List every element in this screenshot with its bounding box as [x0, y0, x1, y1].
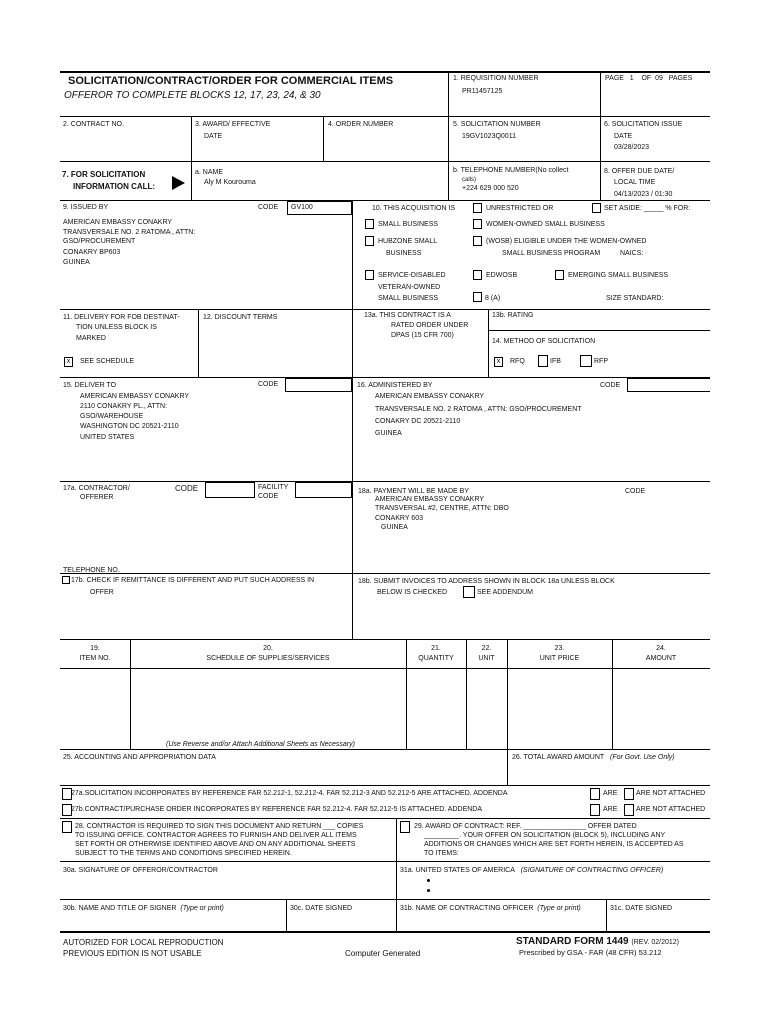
clause-28-checkbox[interactable]: [62, 821, 72, 833]
rule: [60, 573, 710, 574]
payment-line: CONAKRY 603: [375, 515, 423, 522]
facility-code-box: [295, 482, 352, 498]
col-unit-num: 22.: [481, 645, 492, 652]
unrestricted-checkbox[interactable]: [473, 203, 482, 213]
footer-prescribed: Prescribed by GSA - FAR (48 CFR) 53.212: [519, 948, 662, 957]
size-standard-label: SIZE STANDARD:: [606, 295, 664, 302]
hubzone-label: HUBZONE SMALL: [378, 238, 438, 245]
administered-line: CONAKRY DC 20521-2110: [375, 418, 461, 425]
clause-29-line: _________. YOUR OFFER ON SOLICITATION (BLOCK 5), INCLUDING ANY: [424, 832, 666, 839]
sdvosb-label-3: SMALL BUSINESS: [378, 295, 439, 302]
rule: [60, 861, 710, 862]
rule: [396, 818, 397, 931]
27b-are-not-checkbox[interactable]: [624, 804, 634, 816]
27b-are-label: ARE: [603, 806, 618, 813]
solicitation-number-value: 19GV1023Q0011: [462, 133, 516, 140]
form-subtitle: OFFEROR TO COMPLETE BLOCKS 12, 17, 23, 24, & 30: [64, 90, 321, 101]
emerging-label: EMERGING SMALL BUSINESS: [568, 272, 669, 279]
for-solicitation-label: 7. FOR SOLICITATION: [62, 170, 146, 179]
offeror-date-signed-label: 30c. DATE SIGNED: [290, 905, 353, 912]
contractor-code-box: [205, 482, 255, 498]
rule: [488, 330, 710, 331]
administered-line: AMERICAN EMBASSY CONAKRY: [375, 393, 485, 400]
see-schedule-checkbox[interactable]: x: [64, 357, 73, 367]
rfp-checkbox[interactable]: [580, 355, 592, 367]
small-business-label: SMALL BUSINESS: [378, 221, 439, 228]
deliver-to-code-label: CODE: [258, 381, 279, 388]
rule: [60, 481, 710, 482]
solicitation-issue-label: 6. SOLICITATION ISSUE: [604, 121, 683, 128]
see-schedule-label: SEE SCHEDULE: [80, 358, 135, 365]
order-number-label: 4. ORDER NUMBER: [328, 121, 394, 128]
hubzone-checkbox[interactable]: [365, 236, 374, 246]
administered-line: TRANSVERSALE NO. 2 RATOMA , ATTN: GSO/PROCUREMENT: [375, 406, 582, 413]
administered-by-label: 16. ADMINISTERED BY: [357, 382, 433, 389]
27b-are-checkbox[interactable]: [590, 804, 600, 816]
deliver-to-line: GSO/WAREHOUSE: [80, 413, 144, 420]
remittance-checkbox[interactable]: [62, 576, 70, 584]
rule: [286, 899, 287, 931]
rule: [606, 899, 607, 931]
schedule-note: (Use Reverse and/or Attach Additional Sheets as Necessary): [166, 741, 355, 748]
deliver-to-line: UNITED STATES: [80, 434, 135, 441]
solicitation-issue-label-2: DATE: [614, 133, 633, 140]
payment-line: GUINEA: [381, 524, 408, 531]
signer-name-label: 30b. NAME AND TITLE OF SIGNER (Type or print): [63, 905, 224, 912]
rule: [323, 116, 324, 161]
wosb-checkbox[interactable]: [473, 236, 482, 246]
rated-order-label-2: RATED ORDER UNDER: [391, 322, 469, 329]
remittance-label: 17b. CHECK IF REMITTANCE IS DIFFERENT AND PUT SUCH ADDRESS IN: [71, 577, 315, 584]
bottom-border: [60, 931, 710, 933]
facility-code-label: FACILITY: [258, 484, 289, 491]
rated-order-label-3: DPAS (15 CFR 700): [391, 332, 454, 339]
footer-computer-generated: Computer Generated: [345, 949, 421, 958]
col-item-no-num: 19.: [90, 645, 100, 652]
contractor-label-2: OFFERER: [80, 494, 114, 501]
offer-due-label: 8. OFFER DUE DATE/: [604, 168, 675, 175]
rule: [60, 668, 710, 669]
rule: [60, 200, 710, 201]
col-amount: AMOUNT: [645, 655, 677, 662]
rule: [60, 899, 710, 900]
issued-by-line: CONAKRY BP603: [63, 249, 121, 256]
arrow-right-icon: [172, 176, 185, 190]
clause-29-checkbox[interactable]: [400, 821, 410, 833]
rfq-checkbox[interactable]: x: [494, 357, 503, 367]
total-award-label: 26. TOTAL AWARD AMOUNT (For Govt. Use Only): [512, 754, 675, 761]
rule: [488, 309, 489, 377]
col-unit-price: UNIT PRICE: [539, 655, 580, 662]
offeror-signature-label: 30a. SIGNATURE OF OFFEROR/CONTRACTOR: [63, 867, 218, 874]
top-border: [60, 71, 710, 73]
issued-by-line: AMERICAN EMBASSY CONAKRY: [63, 219, 173, 226]
offer-due-value: 04/13/2023 / 01:30: [614, 191, 673, 198]
invoices-label: 18b. SUBMIT INVOICES TO ADDRESS SHOWN IN BLOCK 18a UNLESS BLOCK: [358, 578, 615, 585]
facility-code-label-2: CODE: [258, 493, 279, 500]
issued-by-line: GSO/PROCUREMENT: [63, 238, 136, 245]
col-quantity: QUANTITY: [418, 655, 454, 662]
payment-line: TRANSVERSAL #2, CENTRE, ATTN: DBO: [375, 505, 509, 512]
deliver-to-code-box: [285, 378, 352, 392]
contractor-code-label: CODE: [175, 484, 199, 493]
clause-29-line: ADDITIONS OR CHANGES WHICH ARE SET FORTH HEREIN, IS ACCEPTED AS: [424, 841, 684, 848]
acquisition-label: 10. THIS ACQUISITION IS: [372, 205, 456, 212]
requisition-value: PR11457125: [462, 88, 503, 95]
col-unit: UNIT: [478, 655, 495, 662]
issued-by-line: TRANSVERSALE NO. 2 RATOMA , ATTN:: [63, 229, 196, 236]
payment-line: AMERICAN EMBASSY CONAKRY: [375, 496, 485, 503]
clause-28-line: SET FORTH OR OTHERWISE IDENTIFIED ABOVE AND ON ANY ADDITIONAL SHEETS: [75, 841, 356, 848]
col-schedule-num: 20.: [263, 645, 273, 652]
rule: [60, 818, 710, 819]
contact-name-label: a. NAME: [195, 169, 224, 176]
women-owned-label: WOMEN-OWNED SMALL BUSINESS: [486, 221, 605, 228]
solicitation-issue-value: 03/28/2023: [614, 144, 650, 151]
rule: [600, 71, 601, 200]
rule: [198, 309, 199, 377]
footer-form-id: STANDARD FORM 1449 (REV. 02/2012): [516, 936, 679, 947]
small-business-checkbox[interactable]: [365, 219, 374, 229]
clause-29-line: 29. AWARD OF CONTRACT: REF. ________________ OFFER DATED: [414, 823, 637, 830]
rule: [60, 116, 710, 117]
requisition-label: 1. REQUISITION NUMBER: [453, 75, 539, 82]
emerging-checkbox[interactable]: [555, 270, 564, 280]
col-amount-num: 24.: [656, 645, 666, 652]
contractor-label: 17a. CONTRACTOR/: [63, 485, 130, 492]
bullet-icon: [427, 879, 430, 882]
clause-27b-label: 27b.CONTRACT/PURCHASE ORDER INCORPORATES BY REFERENCE FAR 52.212-4. FAR 52.212-5 IS ATTACHED. ADDENDA: [71, 806, 483, 813]
deliver-to-line: 2110 CONAKRY PL., ATTN:: [80, 403, 168, 410]
clause-27a-label: 27a.SOLICITATION INCORPORATES BY REFERENCE FAR 52.212-1, 52.212-4. FAR 52.212-3 AND 52.212-5 ARE ATTACHED. ADDENDA: [71, 790, 508, 797]
rfq-label: RFQ: [510, 358, 525, 365]
27a-are-not-label: ARE NOT ATTACHED: [636, 790, 706, 797]
wosb-label: (WOSB) ELIGIBLE UNDER THE WOMEN-OWNED: [486, 238, 647, 245]
contact-name-value: Aly M Kourouma: [204, 179, 256, 186]
deliver-to-label: 15. DELIVER TO: [63, 382, 117, 389]
27b-are-not-label: ARE NOT ATTACHED: [636, 806, 706, 813]
deliver-to-line: AMERICAN EMBASSY CONAKRY: [80, 393, 190, 400]
unrestricted-label: UNRESTRICTED OR: [486, 205, 554, 212]
women-owned-checkbox[interactable]: [473, 219, 482, 229]
rated-order-label: 13a. THIS CONTRACT IS A: [364, 312, 451, 319]
set-aside-label: SET ASIDE: _____ % FOR:: [604, 205, 691, 212]
eight-a-checkbox[interactable]: [473, 292, 482, 302]
delivery-fob-label: 11. DELIVERY FOR FOB DESTINAT-: [63, 314, 180, 321]
hubzone-label-2: BUSINESS: [386, 250, 422, 257]
rule: [191, 116, 192, 200]
edwosb-checkbox[interactable]: [473, 270, 482, 280]
rfp-label: RFP: [594, 358, 608, 365]
edwosb-label: EDWOSB: [486, 272, 518, 279]
rule: [448, 71, 449, 200]
payment-label: 18a. PAYMENT WILL BE MADE BY: [358, 488, 469, 495]
for-solicitation-label-2: INFORMATION CALL:: [73, 182, 156, 191]
27a-are-label: ARE: [603, 790, 618, 797]
issued-by-code-box: GV100: [287, 201, 352, 215]
rule: [60, 785, 710, 786]
clause-29-line: TO ITEMS:: [424, 850, 459, 857]
see-addendum-label: SEE ADDENDUM: [477, 589, 534, 596]
telephone-label-2: calls): [462, 177, 477, 183]
ifb-label: IFB: [550, 358, 561, 365]
rule: [60, 749, 710, 750]
bullet-icon: [427, 889, 430, 892]
rating-label: 13b. RATING: [492, 312, 534, 319]
telephone-value: +224 629 000 520: [462, 185, 519, 192]
page-indicator: PAGE 1 OF 09 PAGES: [605, 75, 693, 82]
telephone-label: b. TELEPHONE NUMBER(No collect: [453, 167, 569, 174]
us-signature-label: 31a. UNITED STATES OF AMERICA (SIGNATURE OF CONTRACTING OFFICER): [400, 867, 664, 874]
award-date-label: 3. AWARD/ EFFECTIVE: [195, 121, 271, 128]
col-schedule: SCHEDULE OF SUPPLIES/SERVICES: [206, 655, 330, 662]
method-label: 14. METHOD OF SOLICITATION: [492, 338, 596, 345]
award-date-label-2: DATE: [204, 133, 223, 140]
payment-code-label: CODE: [625, 488, 646, 495]
footer-authorized: AUTORIZED FOR LOCAL REPRODUCTION: [63, 938, 224, 947]
solicitation-number-label: 5. SOLICITATION NUMBER: [453, 121, 541, 128]
administered-code-box: [627, 378, 710, 392]
sdvosb-label-2: VETERAN-OWNED: [378, 284, 441, 291]
see-addendum-checkbox[interactable]: [463, 586, 475, 598]
administered-line: GUINEA: [375, 430, 402, 437]
invoices-label-2: BELOW IS CHECKED: [377, 589, 448, 596]
clause-28-line: SUBJECT TO THE TERMS AND CONDITIONS SPECIFIED HEREIN.: [75, 850, 292, 857]
rule: [60, 161, 710, 162]
footer-previous-edition: PREVIOUS EDITION IS NOT USABLE: [63, 949, 202, 958]
clause-28-line: TO ISSUING OFFICE. CONTRACTOR AGREES TO FURNISH AND DELIVER ALL ITEMS: [75, 832, 357, 839]
wosb-label-2: SMALL BUSINESS PROGRAM: [502, 250, 601, 257]
rule: [60, 377, 710, 378]
form-title: SOLICITATION/CONTRACT/ORDER FOR COMMERCIAL ITEMS: [68, 75, 394, 87]
rule: [60, 309, 710, 310]
discount-terms-label: 12. DISCOUNT TERMS: [203, 314, 278, 321]
delivery-fob-label-3: MARKED: [76, 335, 106, 342]
offer-due-label-2: LOCAL TIME: [614, 179, 656, 186]
eight-a-label: 8 (A): [485, 295, 501, 302]
issued-by-label: 9. ISSUED BY: [63, 204, 109, 211]
rule: [352, 200, 353, 639]
clause-28-line: 28. CONTRACTOR IS REQUIRED TO SIGN THIS DOCUMENT AND RETURN ___ COPIES: [75, 823, 364, 830]
sdvosb-label: SERVICE-DISABLED: [378, 272, 446, 279]
27a-are-checkbox[interactable]: [590, 788, 600, 800]
remittance-label-2: OFFER: [90, 589, 114, 596]
accounting-label: 25. ACCOUNTING AND APPROPRIATION DATA: [63, 754, 216, 761]
telephone-no-label: TELEPHONE NO.: [63, 567, 120, 574]
contracting-officer-name-label: 31b. NAME OF CONTRACTING OFFICER (Type or print): [400, 905, 581, 912]
set-aside-checkbox[interactable]: [592, 203, 601, 213]
officer-date-signed-label: 31c. DATE SIGNED: [610, 905, 673, 912]
delivery-fob-label-2: TION UNLESS BLOCK IS: [76, 324, 157, 331]
col-quantity-num: 21.: [431, 645, 441, 652]
administered-code-label: CODE: [600, 382, 621, 389]
sdvosb-checkbox[interactable]: [365, 270, 374, 280]
contract-no-label: 2. CONTRACT NO.: [63, 121, 124, 128]
issued-by-line: GUINEA: [63, 259, 90, 266]
col-item-no: ITEM NO.: [79, 655, 111, 662]
naics-label: NAICS:: [620, 250, 644, 257]
27a-are-not-checkbox[interactable]: [624, 788, 634, 800]
col-unit-price-num: 23.: [554, 645, 565, 652]
ifb-checkbox[interactable]: [538, 355, 548, 367]
deliver-to-line: WASHINGTON DC 20521-2110: [80, 423, 179, 430]
issued-by-code-label: CODE: [258, 204, 279, 211]
